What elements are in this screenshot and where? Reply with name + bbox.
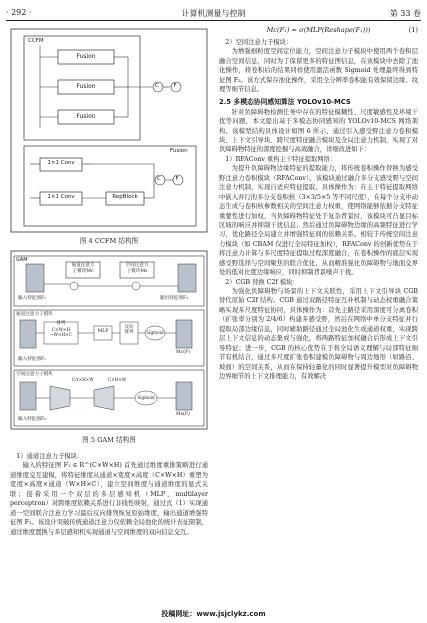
- yolov10-mcs-paragraph: 针对负障碍物检测任务中存在的特征模糊性、尺度敏感性及环境干扰等问题，本文提出基于多模态协同感知的 YOLOv10-MCS 网络架构。该模型结构具体设计如图 6 所示，通过引入感受野注意力卷积模块、上下文引导块、跨尺度特征融合模块及全局注意力机制，实现了对负障碍物特征的深度挖掘与高效融合，详细改进如下：: [219, 108, 418, 154]
- sigmoid-label-1: Sigmoid: [146, 330, 164, 335]
- concat-node-2: C: [157, 176, 161, 182]
- volume-label: 第 33 卷: [389, 9, 421, 18]
- ccfm-panel-label: CCFM: [28, 38, 44, 44]
- fusion-node-2: F: [175, 176, 179, 182]
- spatial-submodule-paragraph: 为增强细粒度空间定位能力，空间注意力子模块中使用两个卷积层融合空间信息，同时为了保留更多的特征图信息，在该模块中去除了池化操作，将卷积后的结果同样使用激活函数 Sigmoid 处理最终得到特征图 F₃。该方式保存池化操作，采用全分辨率卷积能有效保留边缘、纹理等细节信息。: [219, 48, 418, 94]
- figure-4-caption: 图 4 CCFM 结构图: [79, 237, 139, 245]
- equation-1-body: Mc(F₁) = σ(MLP(Reshape(F₁))): [266, 26, 371, 34]
- channel-submodule-label: 通道注意力子模块: [16, 312, 53, 317]
- spatial-dims-1: C/r×H×W: [72, 377, 94, 382]
- footer-label: 投稿网址：: [161, 610, 197, 618]
- mc-output-label: Mc(F): [176, 350, 191, 355]
- channel-submodule-paragraph: 输入的特征图 F₁ ∈ R^(C×W×H) 首先通过维度重排策略进行通道维度交互建模，将特征维度从通道×宽度×高度（C×W×H）重塑为宽度×高度×通道（W×H×C），建立空间维度与通道维度的显式关联；接着采用一个双层的多层感知机（MLP，multilayer perceptron）对跨维度依赖关系进行非线性映射，通过式（1）实现通道一空间联合注意力学习最后反向排列恢复原始维度，输出通道增强特征图 F₂。该设计突破传统通道注意力仅依赖全局池化的统计表征限制，通过维度置换与多层感知机实现通道与空间维度的双向信息交互。: [10, 462, 208, 536]
- reverse-permute-label: 反向 排列: [124, 325, 134, 336]
- gam-diagram: [10, 250, 208, 430]
- spatial-dims-2: C×H×W: [108, 377, 127, 382]
- output-feature-label: 输出特征图F₃: [160, 296, 188, 301]
- fusion-panel-label: Fusion: [170, 148, 188, 154]
- input-feature-label: 输入特征图F₁: [18, 296, 46, 301]
- gam-label: GAM: [16, 257, 28, 263]
- fusion-block-2: Fusion: [76, 83, 96, 90]
- repblock: RepBlock: [112, 194, 138, 200]
- right-column: [219, 26, 418, 610]
- mlp-label: MLP: [97, 329, 109, 334]
- input-feature-label-3: 输入特征图F₂: [18, 417, 46, 422]
- figure-5: [10, 250, 208, 450]
- spatial-submodule-heading: 2）空间注意力子模块：: [225, 38, 293, 46]
- figure-4: [10, 28, 208, 248]
- section-2-5-title: 2.5 多模态协同感知算法 YOLOv10-MCS: [219, 97, 351, 106]
- channel-attention-box: 通道注意力 子模块Mc: [71, 263, 95, 274]
- ms-output-label: Ms(F): [176, 412, 190, 417]
- cgb-paragraph: 为强化负障碍物与场景的上下文关联性，采用上下文引导块 CGB 替代原始 C2f 结构。CGB 通过双路径特征互补机制与动态权重融合策略实现多尺度特征协同，具体操作为：首先主路径采用深度可分离卷积（扩张率分别为 2/4/6）构建多感受野，然后在网络中单分支特征并行提取局部边缘信息，同时辅助路径通过全局池化生成通道权重，实现跨层上下文信息的动态集成与强化，将两路特征加权融合后形成上下文引导特征；进一步，CGB 的核心优势在于将全局语义理解与局部特征细节有机结合，通过多尺度扩张卷积建模负障碍物与周边地形（如路沿、坡面）的空间关系，从而在保持轻量化的同时显著提升模型对负障碍物边界细节的上下文推理能力，有效解决: [219, 288, 418, 380]
- fusion-block-1: Fusion: [76, 53, 96, 60]
- left-column: [10, 452, 208, 608]
- equation-1: [219, 26, 418, 36]
- fusion-node-1: F: [173, 83, 177, 89]
- journal-title: 计算机测量与控制: [181, 9, 246, 18]
- figure-5-caption: 图 5 GAM 结构图: [82, 436, 136, 444]
- permute-label: 排列: [56, 321, 66, 326]
- footer-url[interactable]: www.jsjclykz.com: [196, 610, 266, 618]
- cgb-heading: 2）CGB 替换 C2f 模块：: [225, 278, 299, 286]
- conv-block-1: 1×1 Conv: [47, 160, 75, 166]
- header-rule: [6, 20, 421, 21]
- sigmoid-label-2: Sigmoid: [137, 395, 155, 400]
- conv-block-2: 1×1 Conv: [47, 194, 75, 200]
- fusion-block-3: Fusion: [76, 113, 96, 120]
- page-number: · 292 ·: [6, 8, 32, 17]
- input-feature-label-2: 输入特征图F₁: [18, 357, 46, 362]
- concat-node-1: C: [155, 83, 159, 89]
- page-header: [0, 0, 427, 22]
- permute-dims: C×W×H →W×H×C: [50, 327, 72, 338]
- equation-1-number: (1): [408, 26, 418, 34]
- spatial-submodule-label: 空间注意力子模块: [16, 372, 53, 377]
- rfaconv-paragraph: 为提升负障碍物边缘特征的提取能力，将传统卷积操作替换为感受野注意力卷积模块（RFAConv）。该模块通过融合多分支感受野与空间注意力机制，实现自适应特征提取。具体操作为：在主干特征提取网络中嵌入并行的多分支卷积核（3×3/5×5 等不同尺度），在每个分支中动态生成与卷积核参数相关的空间注意力权重，使网络能够依据分支特征重要性进行加权，当负障碍物特征处于复杂背景时，该模块可凸显目标区域的响应并抑制干扰信息；然后通过负障碍物边缘的高频特征进行学习，优化路径全局建立并增强特征间的依赖关系。相较于传统空间注意力模块（如 CBAM 仅进行全局特征加权），RFAConv 的创新优势在于将注意力计算与多尺度特征提取过程深度融合，在卷积操作的底层实现感受野选择与空间聚焦的联合优化，从而精准强化负障碍物与地面交界处的低对比度边缘响应，同时抑制背景噪声干扰。: [219, 165, 418, 277]
- channel-submodule-heading: 1）通道注意力子模块：: [16, 453, 84, 460]
- rfaconv-heading: 1）RFAConv 重构主干特征提取网络：: [225, 155, 337, 163]
- spatial-attention-box: 空间注意力 子模块Ms: [125, 263, 149, 274]
- page-footer: [0, 609, 427, 619]
